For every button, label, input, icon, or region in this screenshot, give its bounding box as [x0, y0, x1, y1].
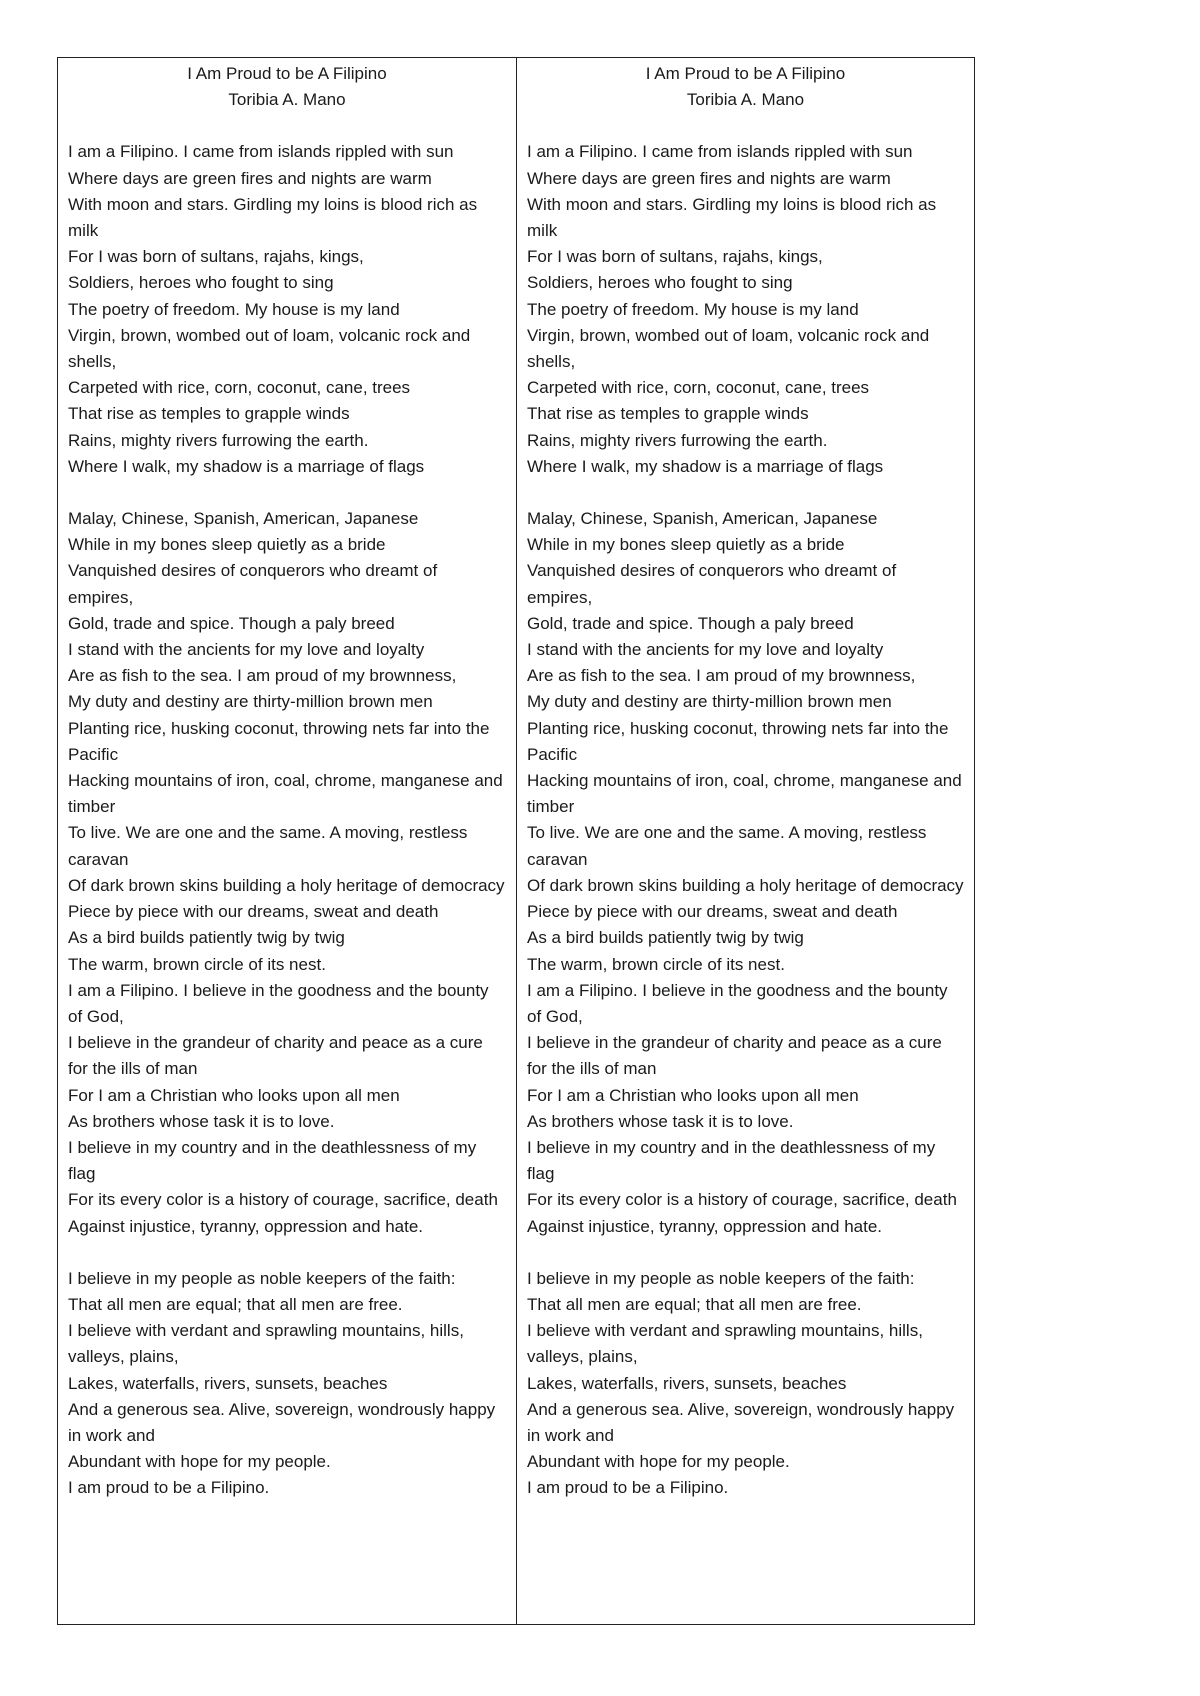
poem-line: I am a Filipino. I believe in the goodness and the bounty of God, — [527, 980, 948, 1026]
poem-line: I believe in the grandeur of charity and peace as a cure for the ills of man — [68, 1033, 483, 1079]
poem-line: I stand with the ancients for my love and loyalty — [527, 640, 884, 660]
poem-line: With moon and stars. Girdling my loins is blood rich as milk — [68, 194, 478, 241]
poem-line: That all men are equal; that all men are free. — [527, 1294, 862, 1314]
poem-line: To live. We are one and the same. A moving, restless caravan — [68, 823, 468, 869]
poem-stanza — [527, 139, 964, 480]
poem-line: I believe in my people as noble keepers of the faith: — [527, 1268, 915, 1288]
poem-line: I believe with verdant and sprawling mountains, hills, valleys, plains, — [527, 1321, 923, 1367]
poem-line: I am proud to be a Filipino. — [68, 1478, 270, 1498]
poem-line: While in my bones sleep quietly as a bride — [68, 535, 386, 555]
poem-line: I stand with the ancients for my love and loyalty — [68, 640, 425, 660]
poem-line: I believe in the grandeur of charity and peace as a cure for the ills of man — [527, 1033, 942, 1079]
poem-line: Where days are green fires and nights are warm — [68, 168, 432, 188]
poem-line: I am a Filipino. I believe in the goodness and the bounty of God, — [68, 980, 489, 1026]
poem-line: Planting rice, husking coconut, throwing nets far into the Pacific — [527, 718, 949, 764]
poem-stanza — [68, 139, 506, 480]
poem-line: Are as fish to the sea. I am proud of my brownness, — [527, 666, 916, 686]
poem-line: With moon and stars. Girdling my loins is blood rich as milk — [527, 194, 937, 241]
poem-line: That all men are equal; that all men are free. — [68, 1294, 403, 1314]
poem-line: Malay, Chinese, Spanish, American, Japanese — [527, 509, 878, 529]
poem-line: The poetry of freedom. My house is my land — [527, 299, 859, 319]
poem-line: Gold, trade and spice. Though a paly breed — [68, 613, 395, 633]
poem-line: I believe in my country and in the deathlessness of my flag — [68, 1137, 477, 1184]
poem-line: Vanquished desires of conquerors who dreamt of empires, — [68, 561, 438, 607]
poem-line: Virgin, brown, wombed out of loam, volcanic rock and shells, — [527, 325, 930, 372]
poem-table — [57, 57, 975, 1625]
poem-line: For I was born of sultans, rajahs, kings, — [68, 247, 364, 267]
poem-line: Against injustice, tyranny, oppression and hate. — [68, 1216, 424, 1236]
poem-line: As a bird builds patiently twig by twig — [68, 928, 345, 948]
poem-line: The warm, brown circle of its nest. — [68, 954, 326, 974]
poem-line: I am a Filipino. I came from islands rippled with sun — [527, 142, 913, 162]
poem-line: I am a Filipino. I came from islands rippled with sun — [68, 142, 454, 162]
poem-line: I believe in my country and in the deathlessness of my flag — [527, 1137, 936, 1184]
poem-line: Carpeted with rice, corn, coconut, cane, trees — [527, 378, 870, 398]
poem-line: As brothers whose task it is to love. — [68, 1111, 335, 1131]
poem-line: Rains, mighty rivers furrowing the earth. — [68, 430, 369, 450]
poem-line: Virgin, brown, wombed out of loam, volcanic rock and shells, — [68, 325, 471, 372]
poem-line: For I am a Christian who looks upon all men — [68, 1085, 400, 1105]
poem-stanza — [527, 506, 964, 1240]
poem-line: Of dark brown skins building a holy heritage of democracy — [68, 875, 505, 895]
poem-line: Piece by piece with our dreams, sweat and death — [68, 902, 439, 922]
poem-column-left — [58, 58, 516, 1624]
poem-line: While in my bones sleep quietly as a bride — [527, 535, 845, 555]
poem-line: That rise as temples to grapple winds — [68, 404, 350, 424]
poem-column-right — [516, 58, 974, 1624]
poem-line: For its every color is a history of courage, sacrifice, death — [68, 1190, 498, 1210]
poem-line: I believe in my people as noble keepers of the faith: — [68, 1268, 456, 1288]
poem-line: For I was born of sultans, rajahs, kings, — [527, 247, 823, 267]
poem-line: For its every color is a history of courage, sacrifice, death — [527, 1190, 957, 1210]
poem-line: My duty and destiny are thirty-million brown men — [68, 692, 433, 712]
poem-line: I believe with verdant and sprawling mountains, hills, valleys, plains, — [68, 1321, 464, 1367]
poem-line: To live. We are one and the same. A moving, restless caravan — [527, 823, 927, 869]
poem-line: Soldiers, heroes who fought to sing — [68, 273, 334, 293]
poem-line: I am proud to be a Filipino. — [527, 1478, 729, 1498]
poem-line: The poetry of freedom. My house is my land — [68, 299, 400, 319]
poem-line: Hacking mountains of iron, coal, chrome, manganese and timber — [527, 771, 962, 817]
poem-line: Where days are green fires and nights are warm — [527, 168, 891, 188]
poem-line: Piece by piece with our dreams, sweat and death — [527, 902, 898, 922]
poem-line: For I am a Christian who looks upon all men — [527, 1085, 859, 1105]
poem-line: Gold, trade and spice. Though a paly breed — [527, 613, 854, 633]
poem-author: Toribia A. Mano — [228, 90, 346, 110]
poem-line: Abundant with hope for my people. — [527, 1452, 790, 1472]
poem-stanza — [68, 1266, 506, 1502]
poem-line: Where I walk, my shadow is a marriage of flags — [68, 456, 425, 476]
poem-author: Toribia A. Mano — [686, 90, 805, 110]
poem-title: I Am Proud to be A Filipino — [645, 64, 846, 83]
poem-line: Lakes, waterfalls, rivers, sunsets, beaches — [527, 1373, 847, 1393]
poem-line: Lakes, waterfalls, rivers, sunsets, beaches — [68, 1373, 388, 1393]
poem-line: Vanquished desires of conquerors who dreamt of empires, — [527, 561, 897, 607]
poem-line: Abundant with hope for my people. — [68, 1452, 331, 1472]
poem-line: Planting rice, husking coconut, throwing nets far into the Pacific — [68, 718, 490, 764]
poem-line: As brothers whose task it is to love. — [527, 1111, 794, 1131]
poem-line: Carpeted with rice, corn, coconut, cane, trees — [68, 378, 411, 398]
poem-line: Rains, mighty rivers furrowing the earth. — [527, 430, 828, 450]
poem-line: My duty and destiny are thirty-million brown men — [527, 692, 892, 712]
poem-line: The warm, brown circle of its nest. — [527, 954, 785, 974]
poem-line: And a generous sea. Alive, sovereign, wondrously happy in work and — [527, 1399, 955, 1445]
poem-line: Are as fish to the sea. I am proud of my brownness, — [68, 666, 457, 686]
poem-line: Where I walk, my shadow is a marriage of flags — [527, 456, 884, 476]
poem-line: Hacking mountains of iron, coal, chrome, manganese and timber — [68, 771, 503, 817]
poem-line: And a generous sea. Alive, sovereign, wondrously happy in work and — [68, 1399, 496, 1445]
poem-line: That rise as temples to grapple winds — [527, 404, 809, 424]
poem-stanza — [527, 1266, 964, 1502]
poem-line: Malay, Chinese, Spanish, American, Japanese — [68, 509, 419, 529]
poem-title: I Am Proud to be A Filipino — [187, 64, 387, 83]
poem-line: Against injustice, tyranny, oppression and hate. — [527, 1216, 883, 1236]
poem-line: As a bird builds patiently twig by twig — [527, 928, 804, 948]
poem-line: Soldiers, heroes who fought to sing — [527, 273, 793, 293]
poem-line: Of dark brown skins building a holy heritage of democracy — [527, 875, 964, 895]
poem-stanza — [68, 506, 506, 1240]
